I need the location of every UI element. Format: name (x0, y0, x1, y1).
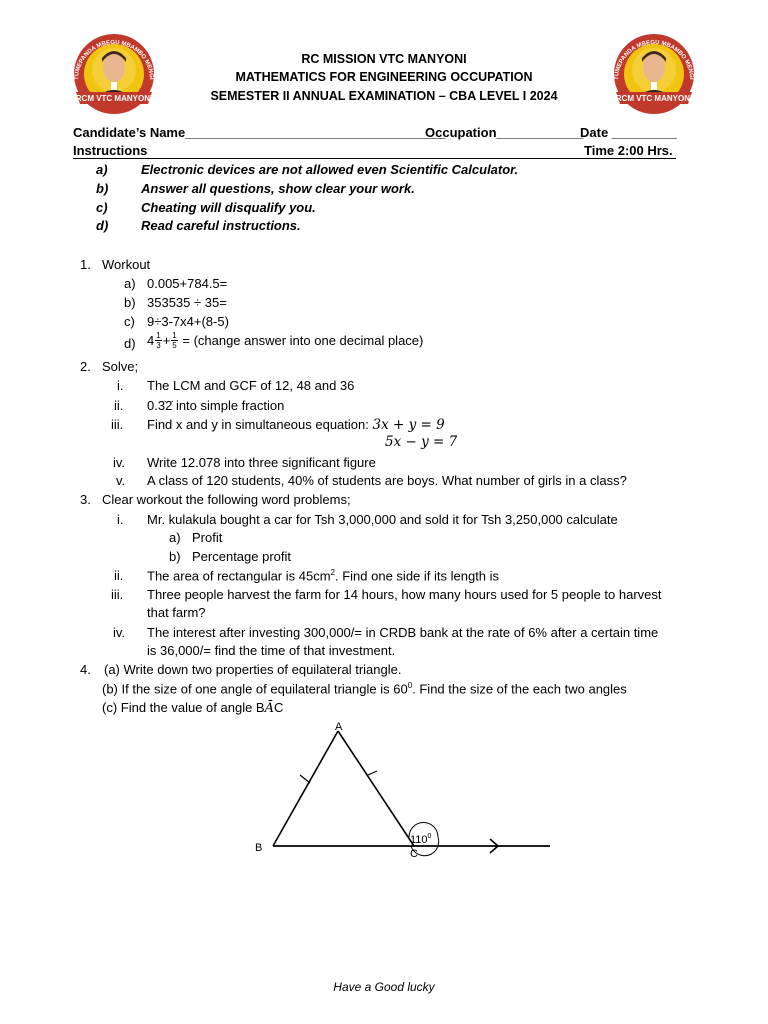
vertex-label-b: B (255, 842, 263, 854)
q3-ii-post: . Find one side if its length is (335, 568, 500, 584)
q4-b-post: . Find the size of the each two angles (412, 681, 627, 697)
fraction-numerator: 1 (156, 331, 161, 340)
q1-c-marker: c) (124, 314, 135, 329)
question-4-number: 4. (80, 662, 91, 677)
question-3-number: 3. (80, 492, 91, 507)
q3-iv-text-line2: is 36,000/= find the time of that investment. (147, 643, 396, 658)
instruction-marker: a) (96, 162, 108, 177)
q2-i-text: The LCM and GCF of 12, 48 and 36 (147, 378, 355, 393)
q1-a-marker: a) (124, 276, 136, 291)
q3-iii-text-line1: Three people harvest the farm for 14 hours, how many hours used for 5 people to harvest (147, 587, 662, 602)
footer-message: Have a Good lucky (333, 980, 435, 994)
angle-label (410, 833, 432, 846)
svg-text:TUMEPANDA MBEGU MBAMBO MENGI: TUMEPANDA MBEGU MBAMBO MENGI (613, 39, 695, 81)
vertex-label-c: C (410, 848, 418, 860)
q4-a-text: (a) Write down two properties of equilateral triangle. (104, 662, 402, 677)
q2-iii-text (147, 417, 445, 433)
fraction-numerator: 1 (172, 331, 177, 340)
exam-subject: MATHEMATICS FOR ENGINEERING OCCUPATION (235, 70, 533, 84)
plus-sign: + (162, 333, 171, 348)
superscript: 2 (330, 568, 335, 577)
q2-iv-marker: iv. (113, 455, 126, 470)
instructions-title: Instructions (73, 143, 148, 158)
instruction-marker: c) (96, 200, 108, 215)
equation-1: 3x + y = 9 (372, 417, 445, 433)
q4-b-text (102, 681, 627, 696)
instruction-marker: d) (96, 218, 109, 233)
q2-iii-marker: iii. (111, 417, 124, 432)
instruction-marker: b) (96, 181, 109, 196)
date-label: Date _________ (580, 125, 677, 140)
instruction-item: Answer all questions, show clear your work. (141, 181, 415, 196)
exam-title: SEMESTER II ANNUAL EXAMINATION – CBA LEVEL I 2024 (210, 89, 558, 103)
q1-d-marker: d) (124, 336, 136, 351)
q3-iv-marker: iv. (113, 625, 126, 640)
triangle-diagram (240, 715, 560, 865)
recurring-decimal: 0.3̇2̇ (147, 398, 173, 413)
q1-b-marker: b) (124, 295, 136, 310)
q2-iv-text: Write 12.078 into three significant figure (147, 455, 376, 470)
q3-ii-marker: ii. (114, 568, 124, 583)
q3-i-text: Mr. kulakula bought a car for Tsh 3,000,000 and sold it for Tsh 3,250,000 calculate (147, 512, 618, 527)
angle-vertex: Ā (264, 701, 274, 716)
q2-ii-marker: ii. (114, 398, 124, 413)
equation-2: 5x − y = 7 (385, 434, 458, 450)
question-1-number: 1. (80, 257, 91, 272)
fraction-one-fifth (171, 331, 177, 350)
exam-time: Time 2:00 Hrs. (584, 143, 673, 158)
side-ab (273, 731, 338, 846)
q3-iii-marker: iii. (111, 587, 124, 602)
q3-i-b-text: Percentage profit (192, 549, 292, 564)
q3-i-marker: i. (117, 512, 124, 527)
q1-d-expression (147, 331, 423, 350)
q2-ii-instruction: into simple fraction (175, 398, 285, 413)
question-2-number: 2. (80, 359, 91, 374)
q4-c-pre: (c) Find the value of angle B (102, 700, 265, 715)
q1-a-text: 0.005+784.5= (147, 276, 228, 291)
question-3-title: Clear workout the following word problems; (102, 492, 351, 507)
tick-mark (368, 771, 377, 775)
instruction-item: Read careful instructions. (141, 218, 301, 233)
q3-i-a-marker: a) (169, 530, 181, 545)
fraction-denominator: 3 (156, 341, 161, 350)
q3-i-b-marker: b) (169, 549, 181, 564)
side-ac (338, 731, 414, 846)
school-name: RC MISSION VTC MANYONI (301, 52, 467, 66)
q1-b-text: 353535 ÷ 35= (147, 295, 227, 310)
instruction-item: Cheating will disqualify you. (141, 200, 316, 215)
svg-text:RCM VTC MANYONI: RCM VTC MANYONI (615, 94, 693, 103)
occupation-label: Occupation____________ (425, 125, 584, 140)
mixed-number-whole: 4 (147, 333, 155, 348)
vertex-label-a: A (335, 721, 343, 733)
q3-i-a-text: Profit (192, 530, 223, 545)
instruction-item: Electronic devices are not allowed even Scientific Calculator. (141, 162, 519, 177)
instructions-rule (73, 158, 676, 159)
q4-c-text (102, 700, 283, 716)
q2-ii-text (147, 398, 284, 413)
angle-degree: 0 (427, 833, 432, 840)
q2-v-marker: v. (116, 473, 126, 488)
q3-iv-text-line1: The interest after investing 300,000/= in CRDB bank at the rate of 6% after a certain time (147, 625, 659, 640)
q2-v-text: A class of 120 students, 40% of students are boys. What number of girls in a class? (147, 473, 627, 488)
fraction-one-third (155, 331, 161, 350)
q1-d-text: = (change answer into one decimal place) (182, 333, 424, 348)
q4-c-post: C (273, 700, 284, 715)
candidate-name-label: Candidate’s Name____________________________________ (73, 125, 446, 140)
q3-iii-text-line2: that farm? (147, 605, 206, 620)
question-1-title: Workout (102, 257, 151, 272)
q3-ii-pre: The area of rectangular is 45cm (147, 568, 331, 584)
q1-c-text: 9÷3-7x4+(8-5) (147, 314, 229, 329)
q4-b-pre: (b) If the size of one angle of equilateral triangle is 60 (102, 681, 408, 697)
question-2-title: Solve; (102, 359, 139, 374)
angle-value: 110 (410, 834, 428, 846)
svg-text:RCM VTC MANYONI: RCM VTC MANYONI (75, 94, 153, 103)
fraction-denominator: 5 (172, 341, 177, 350)
q3-ii-text (147, 568, 499, 583)
q2-i-marker: i. (117, 378, 124, 393)
tick-mark (300, 775, 310, 783)
superscript: 0 (407, 681, 413, 690)
q2-iii-instruction: Find x and y in simultaneous equation: (147, 417, 369, 432)
svg-text:TUMEPANDA MBEGU MBAMBO MENGI: TUMEPANDA MBEGU MBAMBO MENGI (73, 39, 155, 81)
